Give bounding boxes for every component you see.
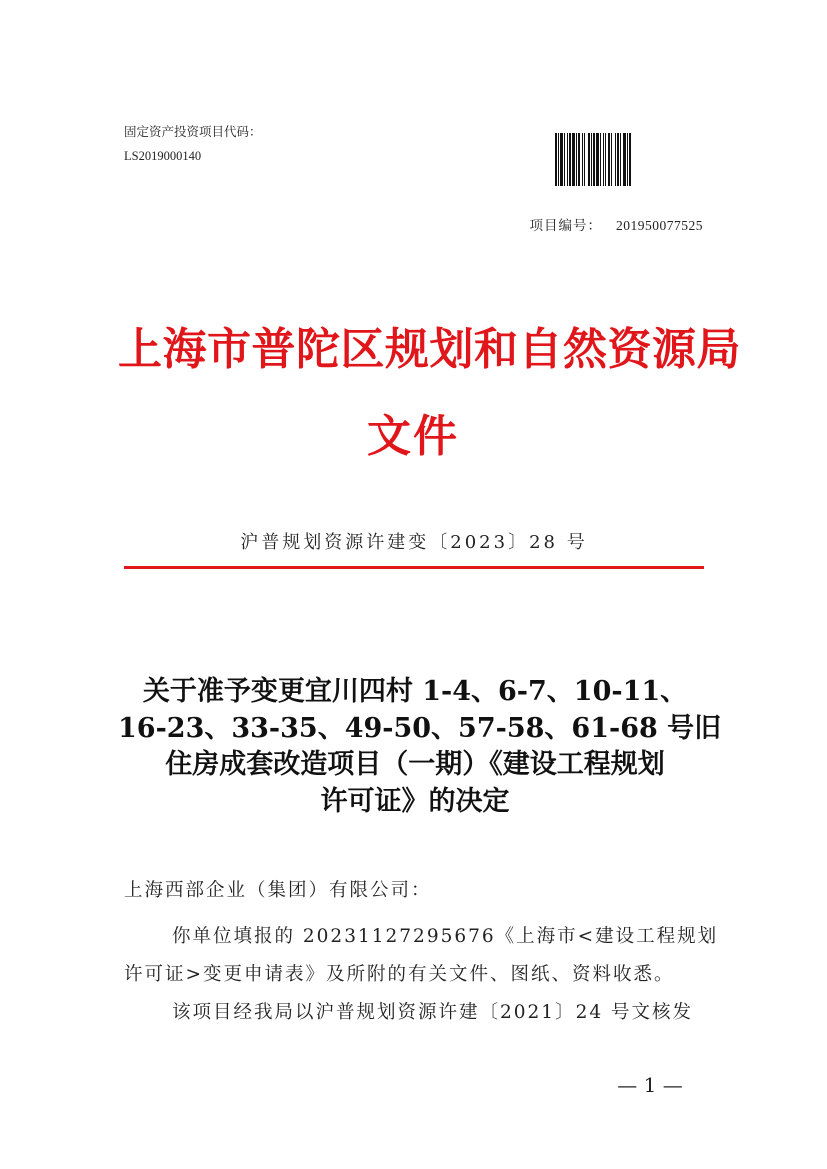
red-divider (124, 566, 704, 569)
project-number (420, 217, 703, 235)
project-number-value: 201950077525 (616, 218, 703, 233)
title-line: 关于准予变更宜川四村 1-4、6-7、10-11、 (142, 676, 688, 707)
document-number: 沪普规划资源许建变〔2023〕28 号 (240, 532, 588, 553)
body-paragraph-line: 你单位填报的 20231127295676《上海市<建设工程规划 (172, 926, 719, 947)
title-line: 许可证》的决定 (320, 785, 510, 817)
fixed-asset-code-value: LS2019000140 (124, 149, 202, 163)
page-number: — 1 — (617, 1073, 683, 1097)
document-header-word: 文件 (367, 411, 459, 462)
body-paragraph-line: 该项目经我局以沪普规划资源许建〔2021〕24 号文核发 (172, 1002, 694, 1023)
body-paragraph-line: 许可证>变更申请表》及所附的有关文件、图纸、资料收悉。 (124, 964, 675, 985)
issuing-agency-header: 上海市普陀区规划和自然资源局 (118, 324, 741, 375)
title-line: 住房成套改造项目（一期）《建设工程规划 (165, 749, 665, 780)
fixed-asset-code-label: 固定资产投资项目代码： (124, 124, 262, 139)
barcode-icon (553, 132, 699, 187)
project-number-label: 项目编号： (529, 218, 602, 234)
title-line: 16-23、33-35、49-50、57-58、61-68 号旧 (118, 712, 722, 744)
decision-title (118, 674, 722, 820)
recipient-line: 上海西部企业（集团）有限公司： (124, 880, 432, 901)
